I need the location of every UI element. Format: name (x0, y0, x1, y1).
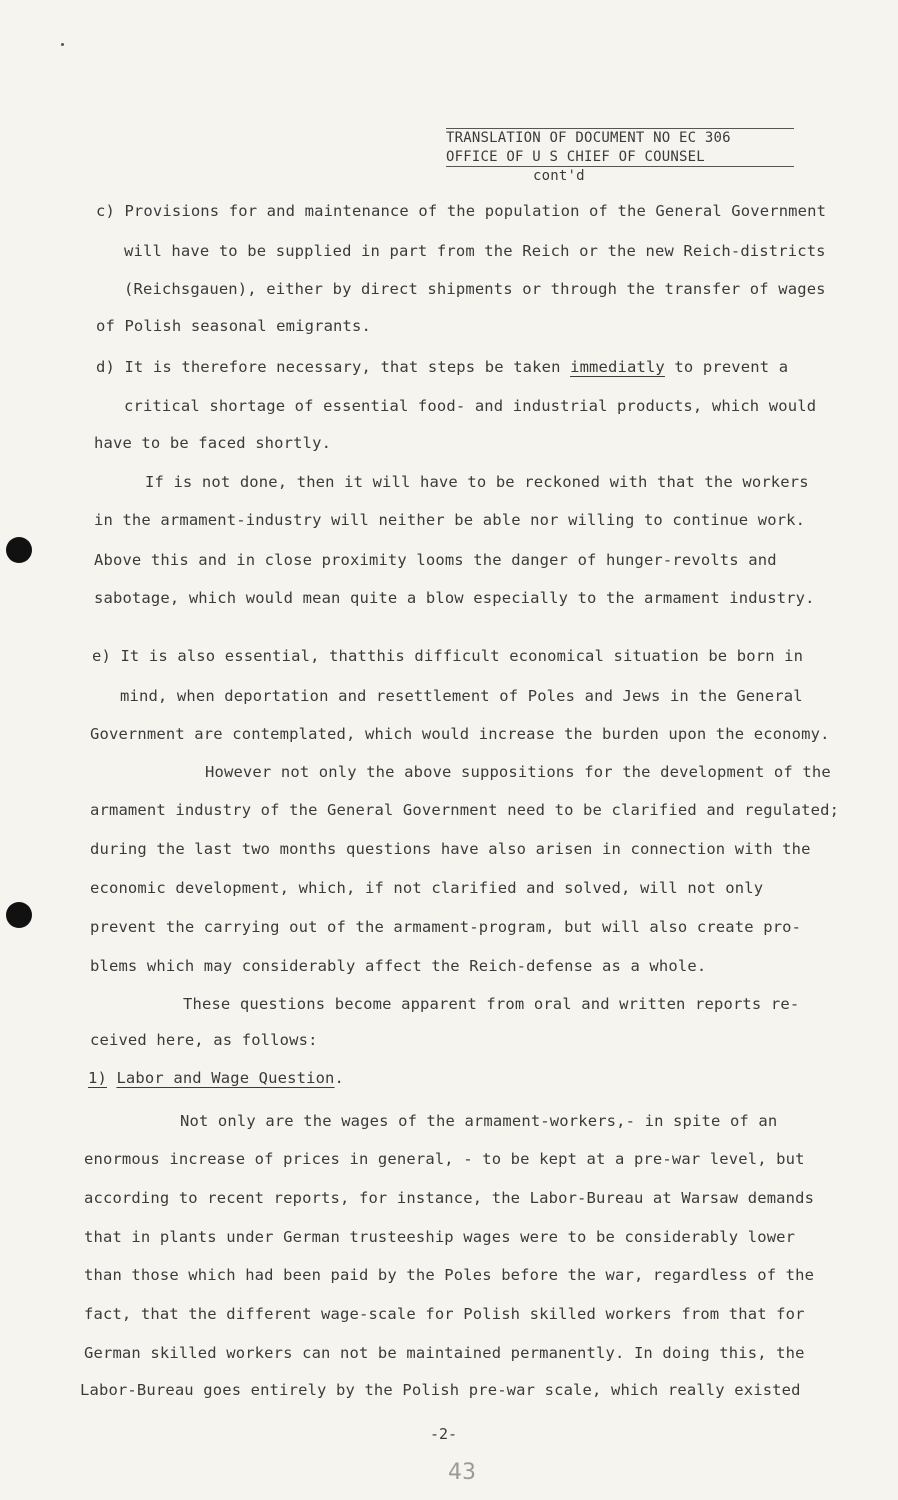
text-line: that in plants under German trusteeship wages were to be considerably lower (84, 1228, 796, 1246)
text-line: Not only are the wages of the armament-workers,- in spite of an (180, 1112, 778, 1130)
pencil-page-number: 43 (448, 1460, 476, 1485)
text-line (96, 358, 788, 376)
text-line: c) Provisions for and maintenance of the population of the General Government (96, 202, 827, 220)
text-line: If is not done, then it will have to be reckoned with that the workers (145, 473, 809, 491)
header-translation-line: TRANSLATION OF DOCUMENT NO EC 306 (446, 130, 731, 146)
text-line: Above this and in close proximity looms the danger of hunger-revolts and (94, 551, 777, 569)
section-heading (88, 1069, 344, 1087)
text-line: (Reichsgauen), either by direct shipments or through the transfer of wages (124, 280, 826, 298)
text-line: These questions become apparent from oral and written reports re- (183, 995, 800, 1013)
text-line: enormous increase of prices in general, - to be kept at a pre-war level, but (84, 1150, 805, 1168)
text-line: fact, that the different wage-scale for Polish skilled workers from that for (84, 1305, 805, 1323)
text-line: in the armament-industry will neither be able nor willing to continue work. (94, 511, 806, 529)
text-line: ceived here, as follows: (90, 1031, 318, 1049)
section-title: Labor and Wage Question (116, 1069, 335, 1087)
text-fragment: d) It is therefore necessary, that steps be taken (96, 358, 571, 376)
page-number: -2- (430, 1425, 458, 1443)
text-line: will have to be supplied in part from the Reich or the new Reich-districts (124, 242, 826, 260)
text-line: Government are contemplated, which would increase the burden upon the economy. (90, 725, 830, 743)
text-line: economic development, which, if not clarified and solved, will not only (90, 879, 764, 897)
punch-hole-upper (6, 537, 32, 563)
text-line: German skilled workers can not be maintained permanently. In doing this, the (84, 1344, 805, 1362)
section-number: 1) (88, 1069, 107, 1087)
text-line: critical shortage of essential food- and industrial products, which would (124, 397, 817, 415)
section-title-period: . (334, 1069, 345, 1087)
text-line: Labor-Bureau goes entirely by the Polish pre-war scale, which really existed (80, 1381, 801, 1399)
header-office-line: OFFICE OF U S CHIEF OF COUNSEL (446, 149, 705, 165)
text-line: e) It is also essential, thatthis difficult economical situation be born in (92, 647, 804, 665)
underlined-word: immediatly (570, 358, 665, 376)
punch-hole-lower (6, 902, 32, 928)
text-line: according to recent reports, for instance, the Labor-Bureau at Warsaw demands (84, 1189, 815, 1207)
text-line: have to be faced shortly. (94, 434, 332, 452)
text-line: sabotage, which would mean quite a blow especially to the armament industry. (94, 589, 815, 607)
text-fragment: to prevent a (664, 358, 789, 376)
text-line: prevent the carrying out of the armament-program, but will also create pro- (90, 918, 802, 936)
header-contd: cont'd (533, 168, 585, 184)
text-line: of Polish seasonal emigrants. (96, 317, 371, 335)
text-line: However not only the above suppositions for the development of the (205, 763, 831, 781)
header-rule-bottom (446, 166, 794, 167)
text-line: than those which had been paid by the Poles before the war, regardless of the (84, 1266, 815, 1284)
text-line: mind, when deportation and resettlement of Poles and Jews in the General (120, 687, 803, 705)
text-line: armament industry of the General Government need to be clarified and regulated; (90, 801, 840, 819)
text-line: during the last two months questions have also arisen in connection with the (90, 840, 811, 858)
paper-speck (61, 43, 64, 46)
header-rule-top (446, 128, 794, 129)
text-line: blems which may considerably affect the Reich-defense as a whole. (90, 957, 707, 975)
